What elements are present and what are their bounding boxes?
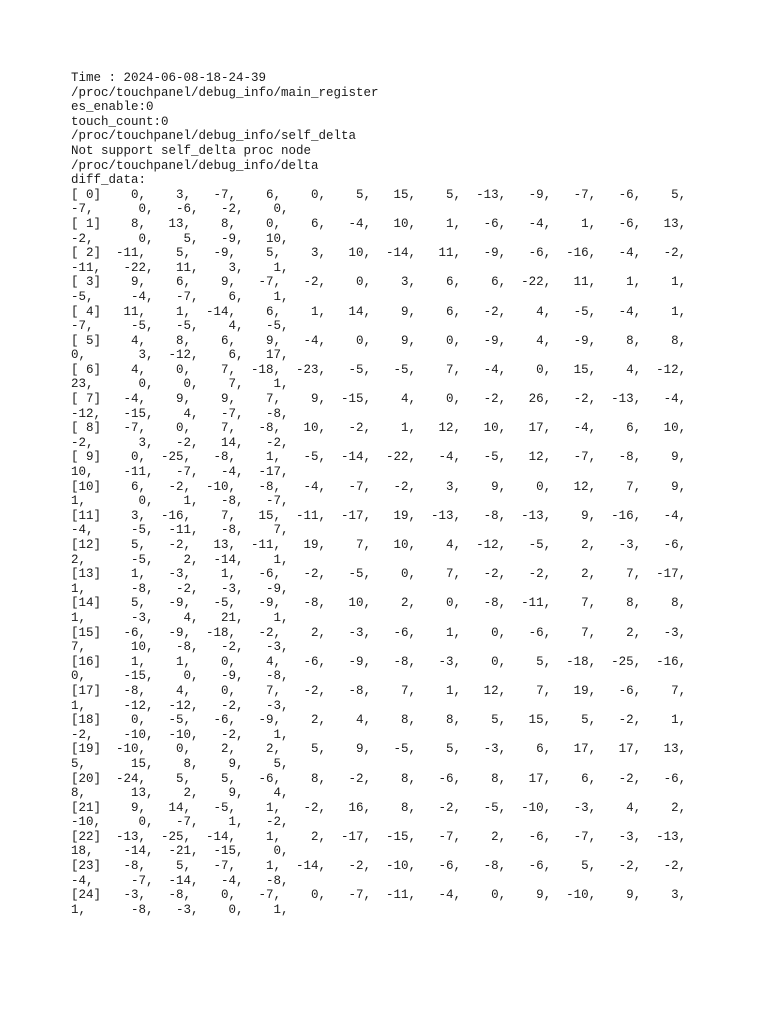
- es-enable-line: es_enable:0: [71, 100, 154, 115]
- diff-row-continuation: 10, -11, -7, -4, -17,: [71, 465, 289, 480]
- diff-row-continuation: 2, -5, 2, -14, 1,: [71, 552, 289, 567]
- diff-row: [11] 3, -16, 7, 15, -11, -17, 19, -13, -8, -13, 9, -16, -4,: [71, 508, 687, 523]
- diff-row-continuation: 7, 10, -8, -2, -3,: [71, 640, 289, 655]
- diff-row: [17] -8, 4, 0, 7, -2, -8, 7, 1, 12, 7, 19, -6, 7,: [71, 683, 687, 698]
- diff-row-continuation: -7, -5, -5, 4, -5,: [71, 319, 289, 334]
- diff-row: [ 5] 4, 8, 6, 9, -4, 0, 9, 0, -9, 4, -9, 8, 8,: [71, 333, 687, 348]
- self-delta-note: Not support self_delta proc node: [71, 143, 312, 158]
- diff-row-continuation: -12, -15, 4, -7, -8,: [71, 406, 289, 421]
- diff-row-continuation: 8, 13, 2, 9, 4,: [71, 786, 289, 801]
- diff-row: [ 6] 4, 0, 7, -18, -23, -5, -5, 7, -4, 0, 15, 4, -12,: [71, 362, 687, 377]
- diff-row-continuation: -11, -22, 11, 3, 1,: [71, 260, 289, 275]
- diff-row-continuation: -4, -5, -11, -8, 7,: [71, 523, 289, 538]
- diff-row: [ 9] 0, -25, -8, 1, -5, -14, -22, -4, -5, 12, -7, -8, 9,: [71, 450, 687, 465]
- diff-row-continuation: -2, 3, -2, 14, -2,: [71, 435, 289, 450]
- diff-row-continuation: 18, -14, -21, -15, 0,: [71, 844, 289, 859]
- diff-row-continuation: 1, -12, -12, -2, -3,: [71, 698, 289, 713]
- diff-row: [21] 9, 14, -5, 1, -2, 16, 8, -2, -5, -10, -3, 4, 2,: [71, 800, 687, 815]
- diff-row-continuation: -5, -4, -7, 6, 1,: [71, 289, 289, 304]
- diff-row-continuation: -10, 0, -7, 1, -2,: [71, 815, 289, 830]
- diff-row-continuation: 1, -8, -2, -3, -9,: [71, 581, 289, 596]
- timestamp-line: Time : 2024-06-08-18-24-39: [71, 71, 267, 85]
- touch-count-line: touch_count:0: [71, 114, 169, 129]
- diff-row: [ 0] 0, 3, -7, 6, 0, 5, 15, 5, -13, -9, -7, -6, 5,: [71, 187, 687, 202]
- diff-row: [20] -24, 5, 5, -6, 8, -2, 8, -6, 8, 17, 6, -2, -6,: [71, 771, 687, 786]
- diff-row-continuation: 0, -15, 0, -9, -8,: [71, 669, 289, 684]
- diff-row-continuation: 5, 15, 8, 9, 5,: [71, 756, 289, 771]
- diff-row: [13] 1, -3, 1, -6, -2, -5, 0, 7, -2, -2, 2, 7, -17,: [71, 567, 687, 582]
- diff-row: [ 7] -4, 9, 9, 7, 9, -15, 4, 0, -2, 26, -2, -13, -4,: [71, 392, 687, 407]
- delta-path: /proc/touchpanel/debug_info/delta: [71, 158, 319, 173]
- diff-row-continuation: -2, -10, -10, -2, 1,: [71, 727, 289, 742]
- self-delta-path: /proc/touchpanel/debug_info/self_delta: [71, 129, 357, 144]
- diff-row: [ 3] 9, 6, 9, -7, -2, 0, 3, 6, 6, -22, 11, 1, 1,: [71, 275, 687, 290]
- diff-row-continuation: -4, -7, -14, -4, -8,: [71, 873, 289, 888]
- diff-row-continuation: 1, -8, -3, 0, 1,: [71, 902, 289, 917]
- diff-row: [16] 1, 1, 0, 4, -6, -9, -8, -3, 0, 5, -18, -25, -16,: [71, 654, 687, 669]
- main-register-path: /proc/touchpanel/debug_info/main_register: [71, 85, 379, 100]
- diff-row: [24] -3, -8, 0, -7, 0, -7, -11, -4, 0, 9, -10, 9, 3,: [71, 888, 687, 903]
- diff-row: [12] 5, -2, 13, -11, 19, 7, 10, 4, -12, -5, 2, -3, -6,: [71, 538, 687, 552]
- diff-row-continuation: 23, 0, 0, 7, 1,: [71, 377, 289, 392]
- diff-row: [15] -6, -9, -18, -2, 2, -3, -6, 1, 0, -6, 7, 2, -3,: [71, 625, 687, 640]
- delta-log-document: [71, 71, 686, 917]
- diff-row: [10] 6, -2, -10, -8, -4, -7, -2, 3, 9, 0, 12, 7, 9,: [71, 479, 687, 494]
- diff-row: [ 1] 8, 13, 8, 0, 6, -4, 10, 1, -6, -4, 1, -6, 13,: [71, 216, 687, 231]
- diff-row: [14] 5, -9, -5, -9, -8, 10, 2, 0, -8, -11, 7, 8, 8,: [71, 596, 687, 611]
- diff-row-continuation: 1, 0, 1, -8, -7,: [71, 494, 289, 509]
- diff-row: [ 2] -11, 5, -9, 5, 3, 10, -14, 11, -9, -6, -16, -4, -2,: [71, 246, 687, 261]
- diff-row: [ 4] 11, 1, -14, 6, 1, 14, 9, 6, -2, 4, -5, -4, 1,: [71, 304, 687, 319]
- diff-row-continuation: -2, 0, 5, -9, 10,: [71, 231, 289, 246]
- diff-row: [18] 0, -5, -6, -9, 2, 4, 8, 8, 5, 15, 5, -2, 1,: [71, 713, 687, 728]
- diff-row-continuation: 0, 3, -12, 6, 17,: [71, 348, 289, 363]
- diff-row: [23] -8, 5, -7, 1, -14, -2, -10, -6, -8, -6, 5, -2, -2,: [71, 859, 687, 874]
- diff-row: [ 8] -7, 0, 7, -8, 10, -2, 1, 12, 10, 17, -4, 6, 10,: [71, 421, 687, 436]
- diff-row: [22] -13, -25, -14, 1, 2, -17, -15, -7, 2, -6, -7, -3, -13,: [71, 829, 687, 844]
- diff-row-continuation: -7, 0, -6, -2, 0,: [71, 202, 289, 217]
- diff-row: [19] -10, 0, 2, 2, 5, 9, -5, 5, -3, 6, 17, 17, 13,: [71, 742, 687, 757]
- diff-row-continuation: 1, -3, 4, 21, 1,: [71, 610, 289, 625]
- diff-data-heading: diff_data:: [71, 173, 147, 188]
